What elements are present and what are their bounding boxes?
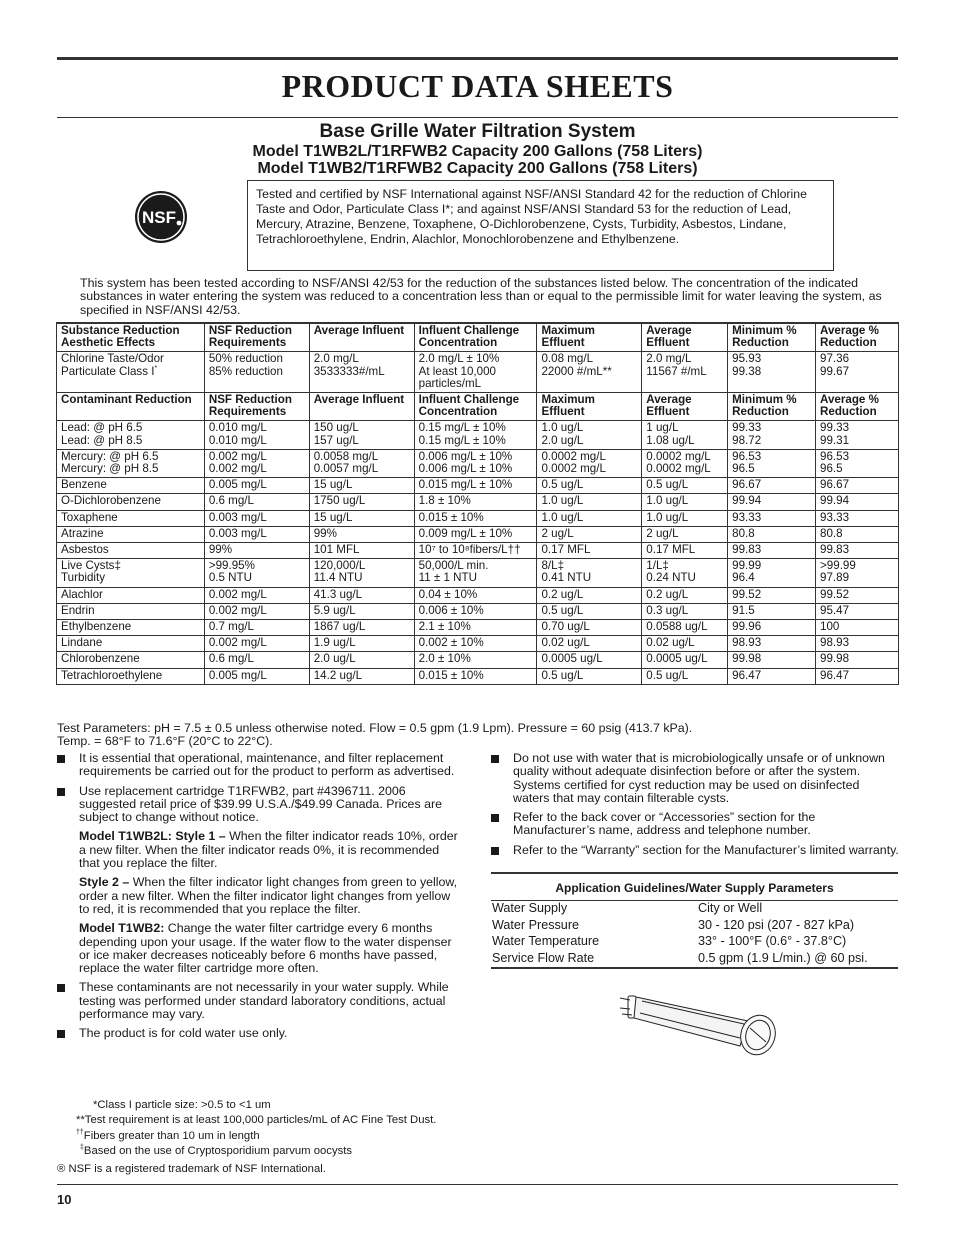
substance-cell [57, 352, 205, 393]
guideline-value: 33° - 100°F (0.6° - 37.8°C) [698, 934, 847, 948]
header-cell: Average Influent [309, 393, 414, 421]
table-row [491, 918, 898, 935]
header-cell: Average Effluent [642, 393, 728, 421]
page-title: PRODUCT DATA SHEETS [281, 68, 674, 104]
list-item: Do not use with water that is microbiologically unsafe or of unknown quality without adequate disinfection before or after the system. Systems certified for cyst reduction may be used on disinfected waters that may contain filterable cysts. [491, 752, 899, 805]
table-cell: 0.002 mg/L 0.002 mg/L [204, 449, 309, 477]
application-guidelines [491, 872, 898, 969]
bullet-square-icon [57, 1030, 65, 1038]
table-row [57, 526, 899, 542]
table-cell: 0.005 mg/L [204, 478, 309, 494]
table-cell: 0.5 ug/L [642, 478, 728, 494]
table-cell: 101 MFL [309, 543, 414, 559]
test-parameters-line-1: Test Parameters: pH = 7.5 ± 0.5 unless otherwise noted. Flow = 0.5 gpm (1.9 Lpm). Pressure = 60 psig (413.7 kPa). [57, 721, 693, 735]
table-cell: 0.08 mg/L 22000 #/mL** [537, 352, 642, 393]
list-item: Use replacement cartridge T1RFWB2, part #4396711. 2006 suggested retail price of $39.99 U.S.A./$49.99 Canada. Prices are subject to change without notice. [57, 785, 462, 825]
table-cell: 98.93 [816, 636, 899, 652]
contaminant-header-row [57, 393, 899, 421]
substance-particulate: Particulate Class I [61, 364, 155, 378]
table-cell: 99.98 [816, 652, 899, 668]
table-cell: 99.52 [816, 587, 899, 603]
table-cell: 2 ug/L [537, 526, 642, 542]
table-cell: 2 ug/L [642, 526, 728, 542]
table-cell: 0.5 ug/L [537, 478, 642, 494]
intro-text: This system has been tested according to NSF/ANSI 42/53 for the reduction of the substances listed below. The concentration of the indicated substances in water entering the system was reduced to a concentration less than or equal to the permissible limit for water leaving the system, as specified in NSF/ANSI 42/53. [80, 276, 882, 317]
table-row [57, 494, 899, 510]
table-cell: 0.17 MFL [642, 543, 728, 559]
footnote-cysts: ‡Based on the use of Cryptosporidium parvum oocysts [80, 1144, 353, 1157]
table-cell: 0.7 mg/L [204, 620, 309, 636]
list-item: These contaminants are not necessarily in your water supply. While testing was performed under standard laboratory conditions, actual performance may vary. [57, 981, 462, 1021]
table-row [57, 543, 899, 559]
table-cell: 1/L‡ 0.24 NTU [642, 559, 728, 587]
table-cell: 0.3 ug/L [642, 603, 728, 619]
table-cell: 99.94 [728, 494, 816, 510]
guideline-value: 0.5 gpm (1.9 L/min.) @ 60 psi. [698, 950, 868, 965]
contaminant-cell: O-Dichlorobenzene [57, 494, 205, 510]
table-cell: 0.005 mg/L [204, 668, 309, 684]
header-cell: Minimum % Reduction [728, 323, 816, 352]
table-row [57, 620, 899, 636]
footnote-mark: * [154, 364, 158, 372]
bullet-square-icon [57, 984, 65, 992]
table-cell: 14.2 ug/L [309, 668, 414, 684]
contaminant-cell: Ethylbenzene [57, 620, 205, 636]
table-cell: 99.96 [728, 620, 816, 636]
table-cell: 0.6 mg/L [204, 494, 309, 510]
table-cell: 80.8 [728, 526, 816, 542]
table-cell: 0.002 ± 10% [414, 636, 537, 652]
table-cell: >99.95% 0.5 NTU [204, 559, 309, 587]
table-cell: 99.83 [728, 543, 816, 559]
table-cell: 95.93 99.38 [728, 352, 816, 393]
guideline-label: Water Pressure [492, 917, 580, 932]
contaminant-cell: Atrazine [57, 526, 205, 542]
model-line-1: Model T1WB2L/T1RFWB2 Capacity 200 Gallons (758 Liters) [252, 143, 703, 160]
table-cell: 98.93 [728, 636, 816, 652]
table-cell: 1.8 ± 10% [414, 494, 537, 510]
table-cell: 0.0005 ug/L [642, 652, 728, 668]
table-row [491, 951, 898, 969]
left-bullet-list [57, 752, 462, 1047]
guidelines-table [491, 901, 898, 969]
table-cell: 1750 ug/L [309, 494, 414, 510]
table-cell: 2.0 ug/L [309, 652, 414, 668]
table-row [57, 559, 899, 587]
footnote-trademark: ® NSF is a registered trademark of NSF International. [57, 1163, 326, 1175]
table-cell: 2.0 ± 10% [414, 652, 537, 668]
substance-chlorine: Chlorine Taste/Odor [61, 352, 164, 366]
table-cell: 0.006 mg/L ± 10% 0.006 mg/L ± 10% [414, 449, 537, 477]
guideline-value: 30 - 120 psi (207 - 827 kPa) [698, 917, 855, 932]
header-cell: Average % Reduction [816, 323, 899, 352]
table-cell: 99.99 96.4 [728, 559, 816, 587]
header-cell: Average Effluent [642, 323, 728, 352]
footnote-class-i: *Class I particle size: >0.5 to <1 um [93, 1099, 271, 1111]
table-cell: 99.94 [816, 494, 899, 510]
table-cell: 96.67 [728, 478, 816, 494]
table-cell: 1.0 ug/L [537, 494, 642, 510]
footnote-mark: †† [76, 1129, 84, 1137]
model-t1wb2-paragraph: Model T1WB2: Change the water filter cartridge every 6 months depending upon your usage. If the water flow to the water dispenser or ice maker decreases noticeably before 6 months have passed, replace the water filter cartridge more often. [79, 921, 452, 976]
guideline-label: Water Temperature [492, 934, 600, 948]
table-cell: 0.02 ug/L [537, 636, 642, 652]
table-cell: 0.003 mg/L [204, 526, 309, 542]
guideline-label: Service Flow Rate [492, 950, 595, 965]
table-cell: 93.33 [728, 510, 816, 526]
table-cell: 1867 ug/L [309, 620, 414, 636]
contaminant-cell: Asbestos [57, 543, 205, 559]
table-cell: 95.47 [816, 603, 899, 619]
table-cell: 0.5 ug/L [642, 668, 728, 684]
table-cell: 50% reduction 85% reduction [204, 352, 309, 393]
table-row [57, 636, 899, 652]
table-row [57, 587, 899, 603]
table-cell: 99% [204, 543, 309, 559]
table-cell: 0.002 mg/L [204, 603, 309, 619]
header-cell: Minimum % Reduction [728, 393, 816, 421]
table-cell: 5.9 ug/L [309, 603, 414, 619]
table-cell: 0.009 mg/L ± 10% [414, 526, 537, 542]
table-cell: 10⁷ to 10⁸fibers/L†† [414, 543, 537, 559]
table-cell: 97.36 99.67 [816, 352, 899, 393]
table-cell: 99.83 [816, 543, 899, 559]
contaminant-cell: Tetrachloroethylene [57, 668, 205, 684]
nsf-logo-text: NSF [142, 208, 176, 227]
bullet-square-icon [491, 755, 499, 763]
table-cell: 0.2 ug/L [642, 587, 728, 603]
table-cell: 2.0 mg/L 3533333#/mL [309, 352, 414, 393]
list-item: The product is for cold water use only. [57, 1027, 462, 1040]
table-cell: 0.6 mg/L [204, 652, 309, 668]
guideline-label: Water Supply [492, 901, 568, 915]
table-cell: 0.0588 ug/L [642, 620, 728, 636]
table-cell: 0.015 ± 10% [414, 668, 537, 684]
table-cell: 99.52 [728, 587, 816, 603]
table-row [491, 901, 898, 918]
table-cell: 41.3 ug/L [309, 587, 414, 603]
table-cell: 96.53 96.5 [728, 449, 816, 477]
section-heading: Base Grille Water Filtration System [319, 121, 636, 142]
table-cell: 0.0002 mg/L 0.0002 mg/L [537, 449, 642, 477]
table-cell: 99.98 [728, 652, 816, 668]
table-row [57, 603, 899, 619]
aesthetic-header-row [57, 323, 899, 352]
header-cell: Influent Challenge Concentration [414, 393, 537, 421]
footnote-test-requirement: **Test requirement is at least 100,000 particles/mL of AC Fine Test Dust. [76, 1114, 437, 1126]
contaminant-cell: Mercury: @ pH 6.5 Mercury: @ pH 8.5 [57, 449, 205, 477]
contaminant-cell: Endrin [57, 603, 205, 619]
filter-cartridge-icon [618, 988, 783, 1058]
table-cell: 96.67 [816, 478, 899, 494]
table-cell: 99.33 99.31 [816, 421, 899, 449]
bullet-square-icon [491, 814, 499, 822]
title-divider [57, 117, 898, 118]
table-cell: 50,000/L min. 11 ± 1 NTU [414, 559, 537, 587]
table-cell: 96.47 [816, 668, 899, 684]
table-row [57, 421, 899, 449]
table-cell: 0.02 ug/L [642, 636, 728, 652]
header-cell: NSF Reduction Requirements [204, 393, 309, 421]
table-cell: 99.33 98.72 [728, 421, 816, 449]
table-cell: 0.2 ug/L [537, 587, 642, 603]
header-cell: NSF Reduction Requirements [204, 323, 309, 352]
table-cell: 91.5 [728, 603, 816, 619]
style-2-paragraph: Style 2 – When the filter indicator light changes from green to yellow, order a new filter. When the filter indicator light changes from yellow to red, it is recommended that you replace the filter. [79, 875, 458, 916]
contaminant-cell: Benzene [57, 478, 205, 494]
header-cell: Average Influent [309, 323, 414, 352]
header-cell: Contaminant Reduction [57, 393, 205, 421]
contaminant-cell: Toxaphene [57, 510, 205, 526]
table-row [57, 510, 899, 526]
table-cell: 0.002 mg/L [204, 587, 309, 603]
right-bullet-list [491, 752, 899, 863]
top-rule [57, 57, 898, 60]
bullet-square-icon [57, 788, 65, 796]
table-cell: 0.0002 mg/L 0.0002 mg/L [642, 449, 728, 477]
table-cell: 0.006 ± 10% [414, 603, 537, 619]
table-cell: 2.0 mg/L 11567 #/mL [642, 352, 728, 393]
table-cell: 2.0 mg/L ± 10% At least 10,000 particles/mL [414, 352, 537, 393]
contaminant-cell: Lindane [57, 636, 205, 652]
table-row [57, 478, 899, 494]
list-item: It is essential that operational, maintenance, and filter replacement requirements be carried out for the product to perform as advertised. [57, 752, 462, 779]
table-cell: 0.0005 ug/L [537, 652, 642, 668]
bullet-square-icon [491, 847, 499, 855]
table-cell: 1.0 ug/L [642, 510, 728, 526]
header-cell: Substance Reduction Aesthetic Effects [57, 323, 205, 352]
contaminant-cell: Lead: @ pH 6.5 Lead: @ pH 8.5 [57, 421, 205, 449]
table-cell: 1.0 ug/L [537, 510, 642, 526]
certification-box: Tested and certified by NSF International against NSF/ANSI Standard 42 for the reduction of Chlorine Taste and Odor, Particulate Class I*; and against NSF/ANSI Standard 53 for the reduction of Lead, Mercury, Atrazine, Benzene, Toxaphene, O-Dichlorobenzene, Cysts, Turbidity, Asbestos, Lindane, Tetrachloroethylene, Endrin, Alachlor, Monochlorobenzene and Ethylbenzene. [247, 180, 834, 271]
contaminant-cell: Chlorobenzene [57, 652, 205, 668]
footnote-mark: ‡ [80, 1144, 84, 1152]
page-number: 10 [57, 1192, 72, 1207]
table-cell: 0.5 ug/L [537, 668, 642, 684]
footnote-fibers: ††Fibers greater than 10 um in length [76, 1129, 260, 1142]
table-cell: 8/L‡ 0.41 NTU [537, 559, 642, 587]
reduction-table [56, 322, 899, 685]
table-cell: 0.015 ± 10% [414, 510, 537, 526]
list-item: Refer to the “Warranty” section for the Manufacturer’s limited warranty. [491, 844, 899, 857]
table-cell: 0.003 mg/L [204, 510, 309, 526]
aesthetic-row [57, 352, 899, 393]
table-cell: 93.33 [816, 510, 899, 526]
bottom-rule [57, 1184, 898, 1185]
table-cell: 80.8 [816, 526, 899, 542]
table-cell: 2.1 ± 10% [414, 620, 537, 636]
table-cell: 0.04 ± 10% [414, 587, 537, 603]
contaminant-cell: Alachlor [57, 587, 205, 603]
contaminant-cell: Live Cysts‡ Turbidity [57, 559, 205, 587]
table-cell: 0.17 MFL [537, 543, 642, 559]
table-cell: 0.010 mg/L 0.010 mg/L [204, 421, 309, 449]
bullet-square-icon [57, 755, 65, 763]
table-row [57, 668, 899, 684]
table-cell: 1.0 ug/L 2.0 ug/L [537, 421, 642, 449]
table-cell: 0.015 mg/L ± 10% [414, 478, 537, 494]
header-cell: Maximum Effluent [537, 393, 642, 421]
table-cell: 15 ug/L [309, 510, 414, 526]
table-cell: 1.0 ug/L [642, 494, 728, 510]
guidelines-title: Application Guidelines/Water Supply Parameters [491, 872, 898, 901]
table-cell: 120,000/L 11.4 NTU [309, 559, 414, 587]
table-cell: 0.002 mg/L [204, 636, 309, 652]
style-1-paragraph: Model T1WB2L: Style 1 – When the filter indicator reads 10%, order a new filter. When the filter indicator reads 0%, it is recommended that you replace the filter. [79, 829, 458, 871]
table-row [57, 652, 899, 668]
table-cell: >99.99 97.89 [816, 559, 899, 587]
table-cell: 0.5 ug/L [537, 603, 642, 619]
table-cell: 0.70 ug/L [537, 620, 642, 636]
table-cell: 0.15 mg/L ± 10% 0.15 mg/L ± 10% [414, 421, 537, 449]
table-cell: 15 ug/L [309, 478, 414, 494]
table-row [491, 934, 898, 951]
table-cell: 96.47 [728, 668, 816, 684]
header-cell: Maximum Effluent [537, 323, 642, 352]
table-cell: 96.53 96.5 [816, 449, 899, 477]
test-parameters [57, 722, 907, 749]
guideline-value: City or Well [698, 901, 763, 915]
table-cell: 150 ug/L 157 ug/L [309, 421, 414, 449]
nsf-logo-icon [134, 190, 188, 244]
header-cell: Influent Challenge Concentration [414, 323, 537, 352]
test-parameters-line-2: Temp. = 68°F to 71.6°F (20°C to 22°C). [57, 734, 273, 749]
header-cell: Average % Reduction [816, 393, 899, 421]
table-cell: 99% [309, 526, 414, 542]
list-item: Refer to the back cover or “Accessories” section for the Manufacturer’s name, address and telephone number. [491, 811, 899, 838]
table-cell: 0.0058 mg/L 0.0057 mg/L [309, 449, 414, 477]
model-line-2: Model T1WB2/T1RFWB2 Capacity 200 Gallons (758 Liters) [257, 160, 698, 177]
table-row [57, 449, 899, 477]
table-cell: 1.9 ug/L [309, 636, 414, 652]
table-cell: 100 [816, 620, 899, 636]
table-cell: 1 ug/L 1.08 ug/L [642, 421, 728, 449]
